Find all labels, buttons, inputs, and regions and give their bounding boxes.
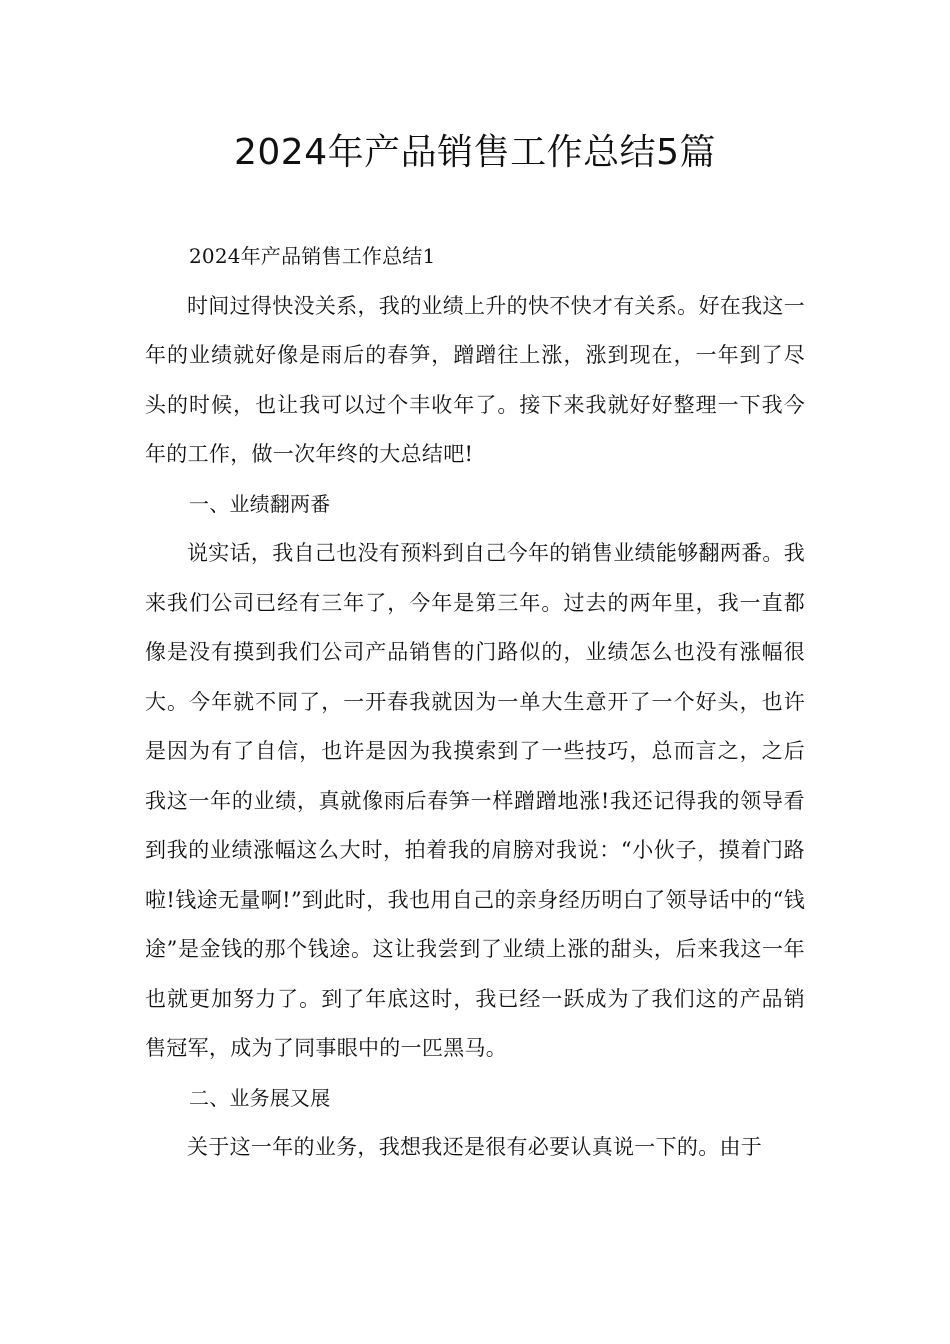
section-subtitle: 2024年产品销售工作总结1 (189, 244, 436, 268)
paragraph-business: 关于这一年的业务，我想我还是很有必要认真说一下的。由于 (187, 1135, 763, 1159)
document-title: 2024年产品销售工作总结5篇 (233, 132, 717, 173)
document-body (145, 232, 805, 1173)
section-heading-2: 二、业务展又展 (189, 1085, 331, 1110)
section-heading-1: 一、业绩翻两番 (189, 491, 331, 516)
paragraph-intro: 时间过得快没关系，我的业绩上升的快不快才有关系。好在我这一年的业绩就好像是雨后的春笋，蹭蹭往上涨，涨到现在，一年到了尽头的时候，也让我可以过个丰收年了。接下来我就好好整理一下我今年的工作，做一次年终的大总结吧! (145, 293, 805, 466)
paragraph-performance: 说实话，我自己也没有预料到自己今年的销售业绩能够翻两番。我来我们公司已经有三年了，今年是第三年。过去的两年里，我一直都像是没有摸到我们公司产品销售的门路似的，业绩怎么也没有涨幅很大。今年就不同了，一开春我就因为一单大生意开了一个好头，也许是因为有了自信，也许是因为我摸索到了一些技巧，总而言之，之后我这一年的业绩，真就像雨后春笋一样蹭蹭地涨!我还记得我的领导看到我的业绩涨幅这么大时，拍着我的肩膀对我说：“小伙子，摸着门路啦!钱途无量啊!”到此时，我也用自己的亲身经历明白了领导话中的“钱途”是金钱的那个钱途。这让我尝到了业绩上涨的甜头，后来我这一年也就更加努力了。到了年底这时，我已经一跃成为了我们这的产品销售冠军，成为了同事眼中的一匹黑马。 (145, 541, 805, 1060)
